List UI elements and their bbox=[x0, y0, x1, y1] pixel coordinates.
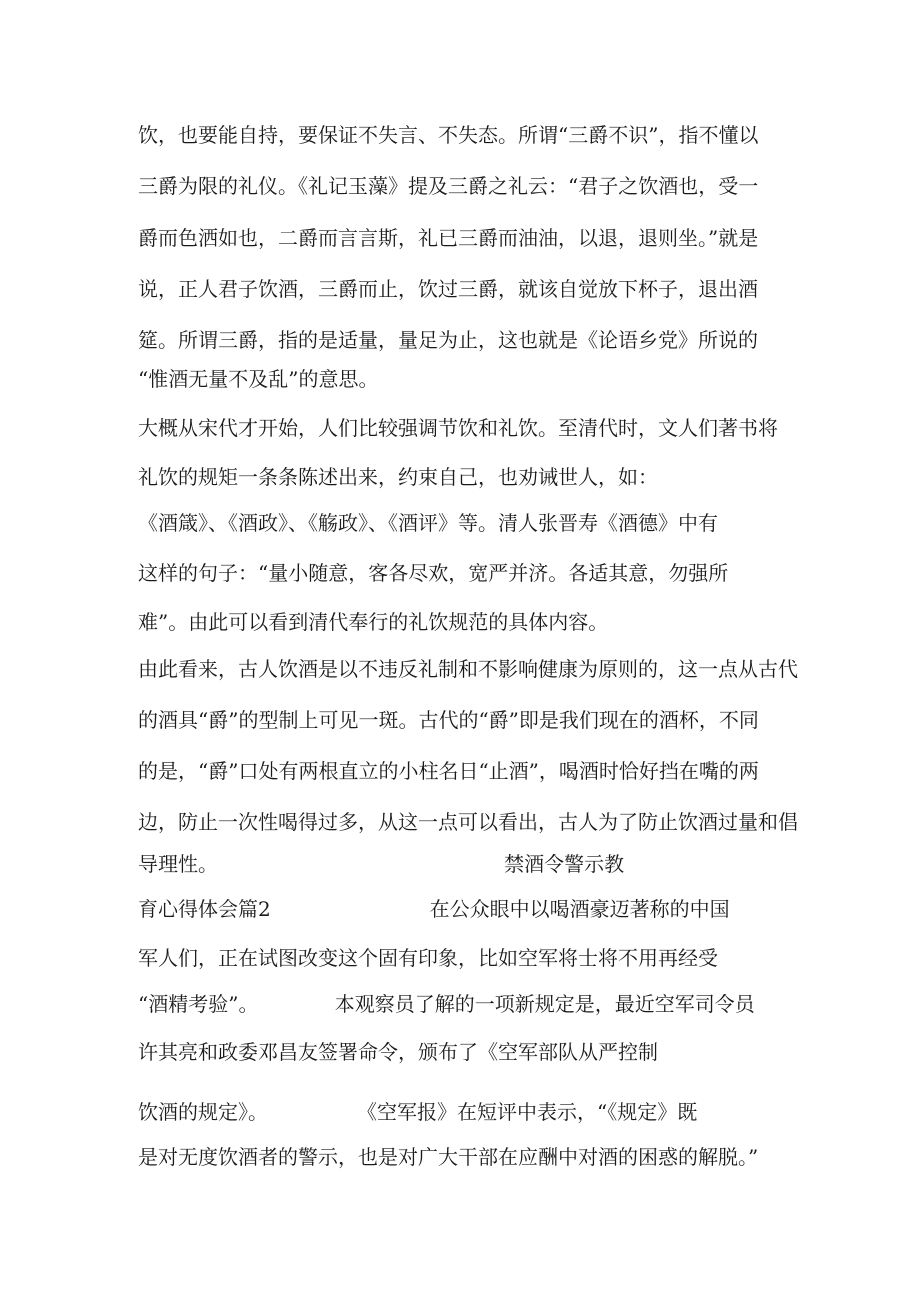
paragraph-line-22: 是对无度饮酒者的警示，也是对广大干部在应酬中对酒的困惑的解脱。” bbox=[138, 1145, 759, 1169]
paragraph-line-20: 许其亮和政委邓昌友签署命令，颁布了《空军部队从严控制 bbox=[138, 1040, 658, 1064]
paragraph-line-4: 说，正人君子饮酒，三爵而止，饮过三爵，就该自觉放下杯子，退出酒 bbox=[138, 277, 758, 301]
paragraph-line-21: 饮酒的规定》。 《空军报》在短评中表示，“《规定》既 bbox=[138, 1100, 698, 1124]
paragraph-line-1: 饮，也要能自持，要保证不失言、不失态。所谓“三爵不识”，指不懂以 bbox=[138, 123, 759, 147]
paragraph-line-10: 这样的句子：“量小随意，客各尽欢，宽严并济。各适其意，勿强所 bbox=[138, 561, 729, 585]
paragraph-line-8: 礼饮的规矩一条条陈述出来，约束自己，也劝诫世人，如： bbox=[138, 465, 658, 489]
paragraph-line-13: 的酒具“爵”的型制上可见一斑。古代的“爵”即是我们现在的酒杯，不同 bbox=[138, 708, 759, 732]
paragraph-line-15: 边，防止一次性喝得过多，从这一点可以看出，古人为了防止饮酒过量和倡 bbox=[138, 810, 798, 834]
paragraph-line-5: 筵。所谓三爵，指的是适量，量足为止，这也就是《论语乡党》所说的 bbox=[138, 328, 758, 352]
paragraph-line-11: 难”。由此可以看到清代奉行的礼饮规范的具体内容。 bbox=[138, 610, 609, 634]
paragraph-line-3: 爵而色洒如也，二爵而言言斯，礼已三爵而油油，以退，退则坐。”就是 bbox=[138, 226, 759, 250]
paragraph-line-19: “酒精考验”。 本观察员了解的一项新规定是，最近空军司令员 bbox=[138, 992, 755, 1016]
paragraph-line-7: 大概从宋代才开始，人们比较强调节饮和礼饮。至清代时，文人们著书将 bbox=[138, 416, 778, 440]
paragraph-line-14: 的是，“爵”口处有两根直立的小柱名日“止酒”，喝酒时恰好挡在嘴的两 bbox=[138, 759, 759, 783]
paragraph-line-2: 三爵为限的礼仪。《礼记玉藻》提及三爵之礼云：“君子之饮酒也，受一 bbox=[138, 174, 759, 198]
paragraph-line-9: 《酒箴》、《酒政》、《觞政》、《酒评》等。清人张晋寿《酒德》中有 bbox=[138, 511, 718, 535]
paragraph-line-16: 导理性。 禁酒令警示教 bbox=[138, 852, 625, 876]
paragraph-line-18: 军人们，正在试图改变这个固有印象，比如空军将士将不用再经受 bbox=[138, 946, 718, 970]
paragraph-line-12: 由此看来，古人饮酒是以不违反礼制和不影响健康为原则的，这一点从古代 bbox=[138, 657, 798, 681]
paragraph-line-6: “惟酒无量不及乱”的意思。 bbox=[138, 367, 379, 391]
paragraph-line-17: 育心得体会篇2 在公众眼中以喝酒豪迈著称的中国 bbox=[138, 897, 730, 921]
